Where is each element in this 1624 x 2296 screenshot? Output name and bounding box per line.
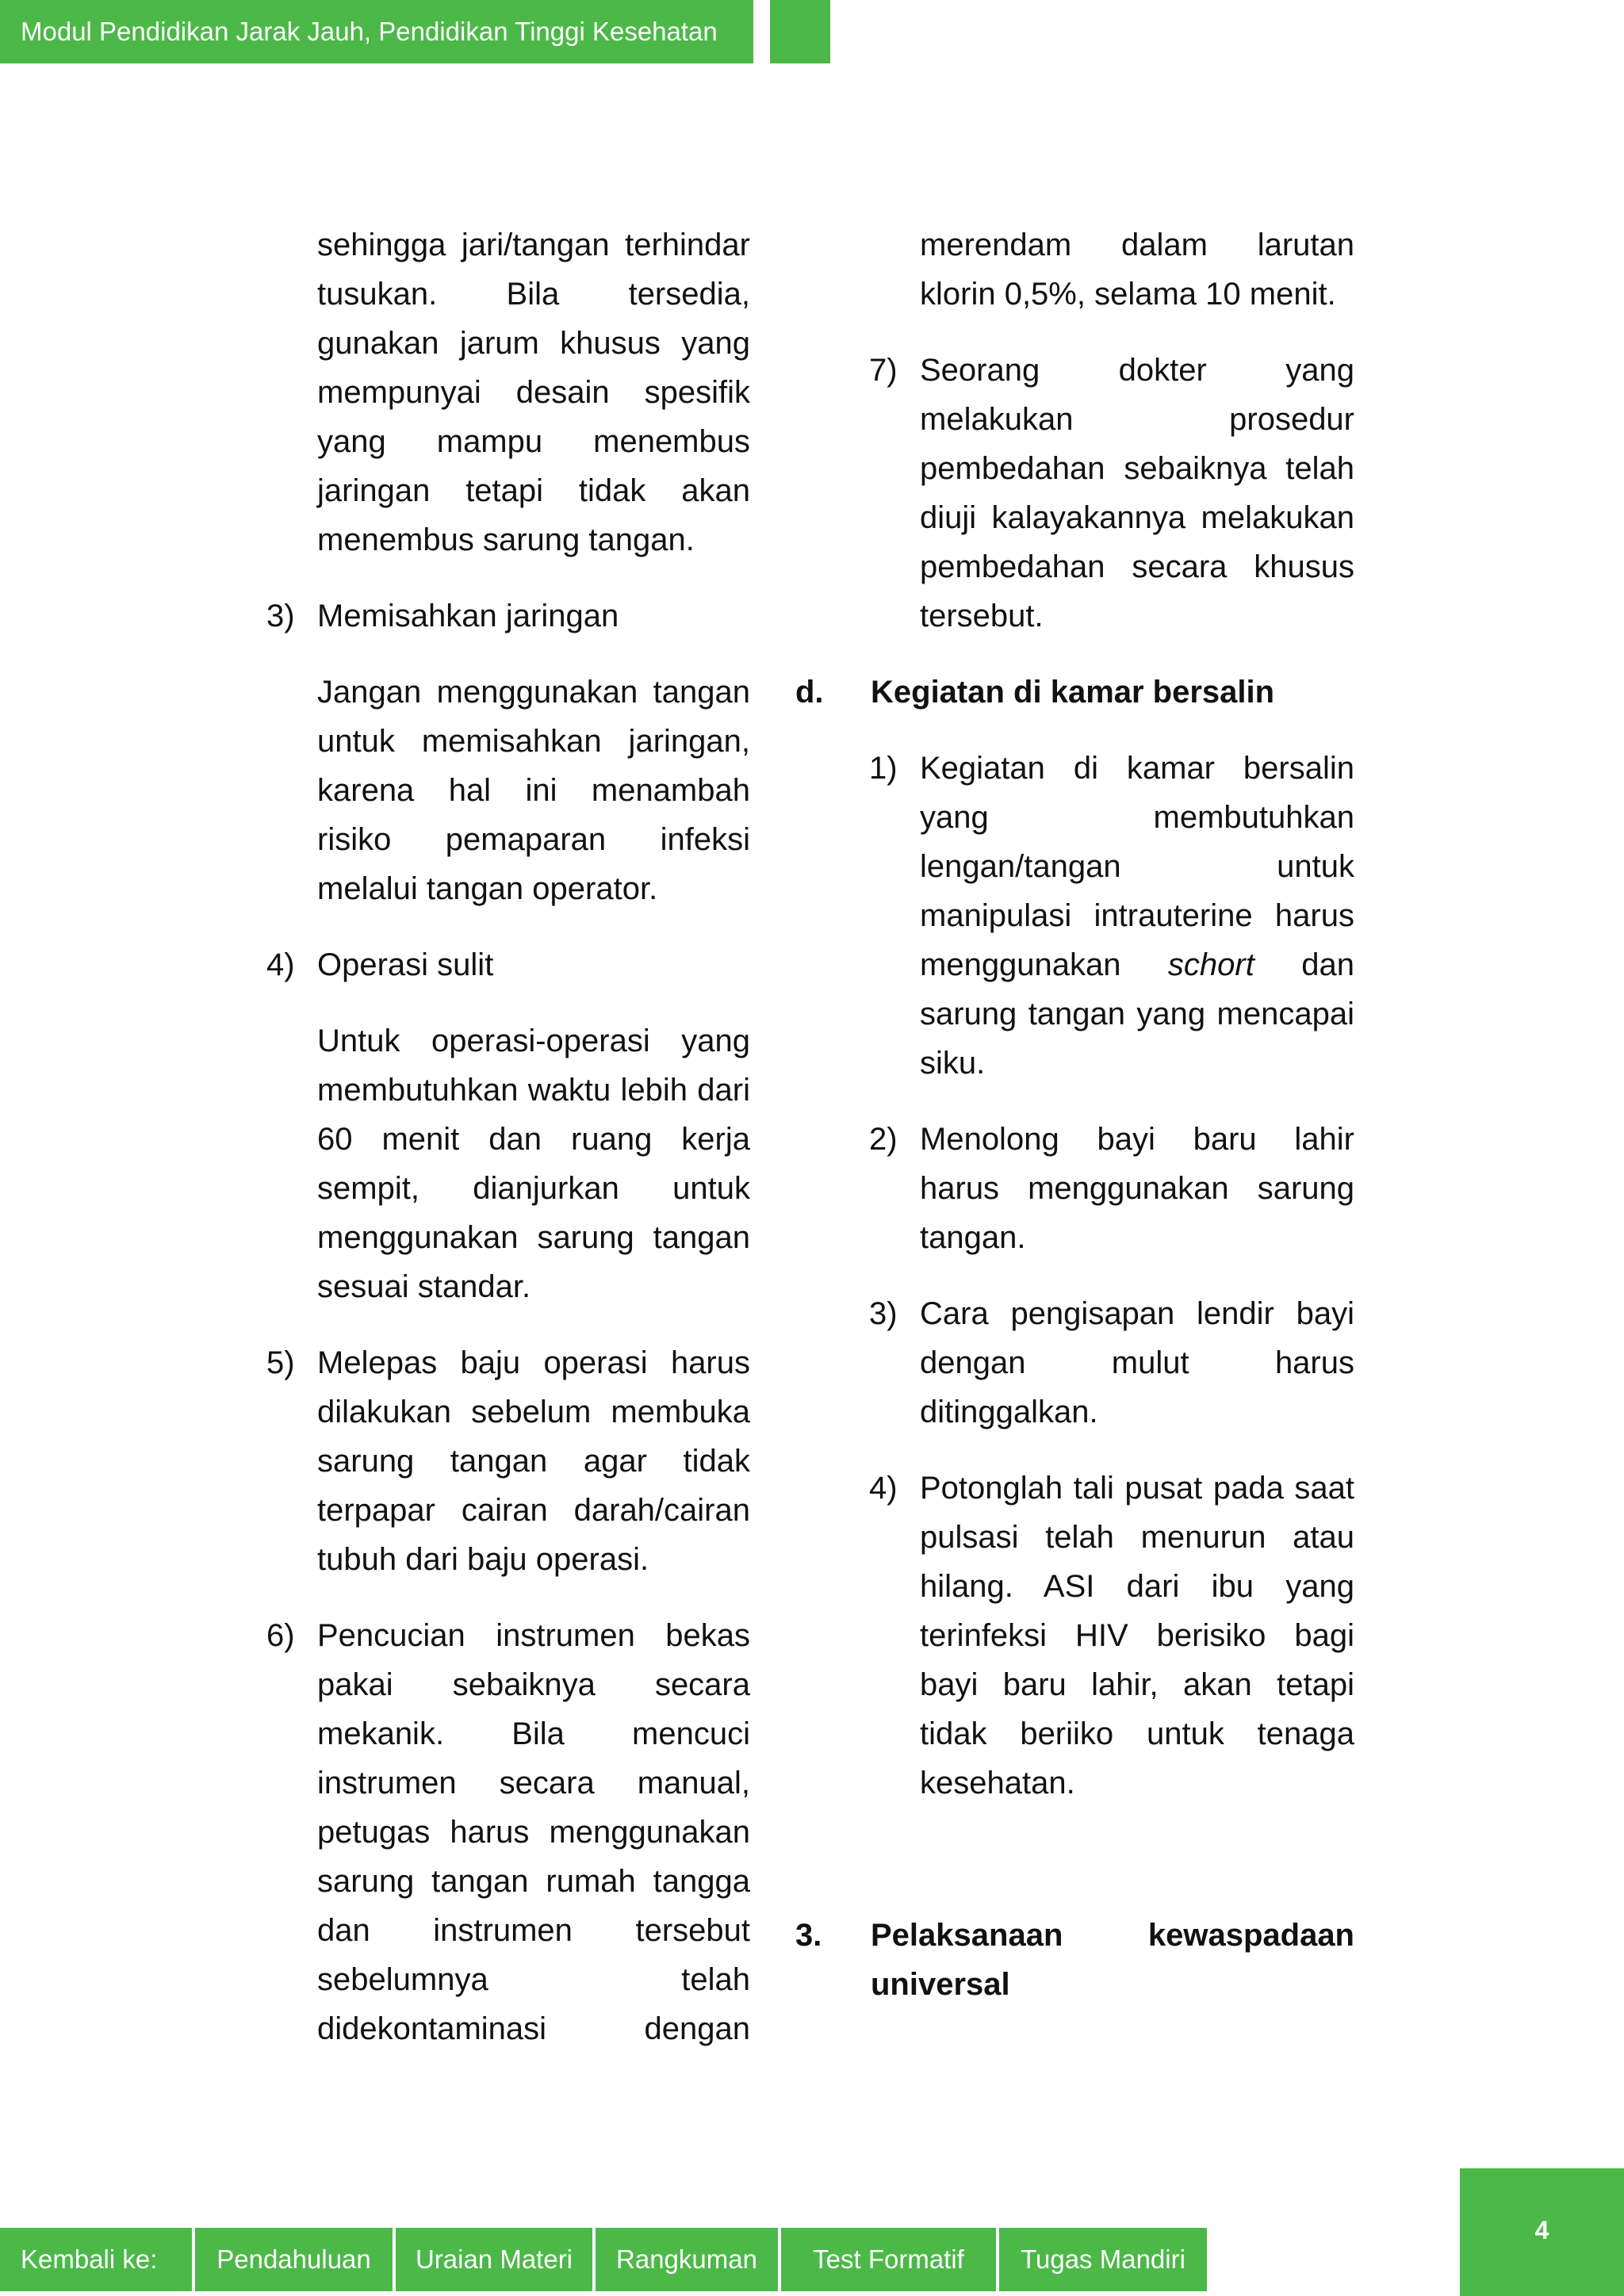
- item-text: Cara pengisapan lendir bayi dengan mulut harus ditinggalkan.: [920, 1296, 1354, 1429]
- footer-navigation: [0, 2228, 1207, 2291]
- list-item-7: [795, 346, 1354, 641]
- list-item-4: [262, 940, 750, 989]
- page-number-box: [1460, 2168, 1624, 2296]
- nav-link-uraian-materi[interactable]: Uraian Materi: [393, 2228, 592, 2291]
- nav-link-tugas-mandiri[interactable]: Tugas Mandiri: [996, 2228, 1207, 2291]
- item-number: 3): [869, 1296, 898, 1331]
- list-item-d4: [795, 1464, 1354, 1808]
- item-number: 4): [869, 1471, 898, 1506]
- module-title: Modul Pendidikan Jarak Jauh, Pendidikan Tinggi Kesehatan: [21, 17, 718, 46]
- list-item-d3: [795, 1289, 1354, 1437]
- section-number: d.: [795, 675, 824, 710]
- section-3-heading: [795, 1911, 1354, 2009]
- section-title: Pelaksanaan kewaspadaan universal: [871, 1918, 1354, 2002]
- section-d-heading: [795, 668, 1354, 717]
- section-number: 3.: [795, 1918, 822, 1953]
- emphasis-term: schort: [1167, 947, 1254, 982]
- item-text: [920, 744, 1354, 1088]
- item-body: Untuk operasi-operasi yang membutuhkan waktu lebih dari 60 menit dan ruang kerja sempit, dianjurkan untuk menggunakan sarung tangan sesuai standar.: [317, 1024, 750, 1304]
- list-item-d1: [795, 744, 1354, 1088]
- section-title: Kegiatan di kamar bersalin: [871, 675, 1275, 710]
- item-body: Jangan menggunakan tangan untuk memisahkan jaringan, karena hal ini menambah risiko pemaparan infeksi melalui tangan operator.: [317, 675, 750, 906]
- list-item-d2: [795, 1115, 1354, 1262]
- item-text: Melepas baju operasi harus dilakukan sebelum membuka sarung tangan agar tidak terpapar cairan darah/cairan tubuh dari baju operasi.: [317, 1345, 750, 1577]
- item-number: 7): [869, 353, 898, 388]
- header-bar: [0, 0, 753, 63]
- list-item-3: [262, 591, 750, 641]
- nav-link-test-formatif[interactable]: Test Formatif: [778, 2228, 996, 2291]
- item-number: 1): [869, 751, 898, 786]
- right-column: [795, 220, 1354, 2036]
- item-text-part: Kegiatan di kamar bersalin yang membutuhkan lengan/tangan untuk manipulasi intrauterine harus menggunakan: [920, 751, 1354, 982]
- left-column: [262, 220, 750, 2080]
- nav-link-rangkuman[interactable]: Rangkuman: [592, 2228, 778, 2291]
- list-item-6: [262, 1611, 750, 2053]
- item-title: Memisahkan jaringan: [317, 599, 619, 633]
- item-text: Pencucian instrumen bekas pakai sebaiknya secara mekanik. Bila mencuci instrumen secara manual, petugas harus menggunakan sarung tangan rumah tangga dan instrumen tersebut sebelumnya telah didekontaminasi dengan: [317, 1618, 750, 2046]
- nav-link-pendahuluan[interactable]: Pendahuluan: [192, 2228, 393, 2291]
- header-accent-block: [770, 0, 830, 63]
- item-number: 6): [266, 1618, 295, 1653]
- item-text: Seorang dokter yang melakukan prosedur pembedahan sebaiknya telah diuji kalayakannya melakukan pembedahan secara khusus tersebut.: [920, 353, 1354, 633]
- item-text: Potonglah tali pusat pada saat pulsasi telah menurun atau hilang. ASI dari ibu yang terinfeksi HIV berisiko bagi bayi baru lahir, akan tetapi tidak beriiko untuk tenaga kesehatan.: [920, 1471, 1354, 1800]
- continued-paragraph: merendam dalam larutan klorin 0,5%, selama 10 menit.: [920, 228, 1354, 312]
- item-title: Operasi sulit: [317, 947, 494, 982]
- item-number: 4): [266, 947, 295, 982]
- back-to-label: Kembali ke:: [21, 2244, 158, 2274]
- page-number: 4: [1534, 2216, 1549, 2244]
- item-number: 2): [869, 1122, 898, 1157]
- item-text-part: dan sarung tangan yang mencapai siku.: [920, 947, 1354, 1081]
- continued-paragraph: sehingga jari/tangan terhindar tusukan. Bila tersedia, gunakan jarum khusus yang mempunyai desain spesifik yang mampu menembus jaringan tetapi tidak akan menembus sarung tangan.: [317, 228, 750, 557]
- list-item-5: [262, 1338, 750, 1584]
- item-number: 5): [266, 1345, 295, 1380]
- item-number: 3): [266, 599, 295, 633]
- item-text: Menolong bayi baru lahir harus menggunakan sarung tangan.: [920, 1122, 1354, 1255]
